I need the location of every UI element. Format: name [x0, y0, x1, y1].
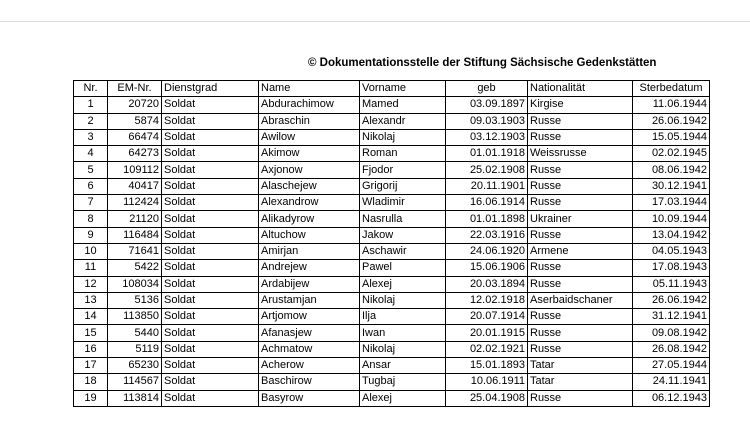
cell-dienstgrad: Soldat	[162, 211, 259, 227]
cell-vorname: Pawel	[360, 260, 446, 276]
cell-nationalitaet: Russe	[528, 341, 633, 357]
cell-nr: 15	[74, 325, 108, 341]
cell-nationalitaet: Kirgise	[528, 97, 633, 113]
cell-em-nr: 40417	[108, 178, 162, 194]
table-row	[74, 162, 710, 178]
cell-dienstgrad: Soldat	[162, 178, 259, 194]
cell-name: Achmatow	[259, 341, 360, 357]
table-row	[74, 227, 710, 243]
cell-vorname: Mamed	[360, 97, 446, 113]
cell-name: Alaschejew	[259, 178, 360, 194]
table-row	[74, 374, 710, 390]
cell-name: Akimow	[259, 146, 360, 162]
cell-name: Amirjan	[259, 243, 360, 259]
cell-vorname: Alexej	[360, 390, 446, 406]
table-row	[74, 325, 710, 341]
cell-nr: 5	[74, 162, 108, 178]
cell-geb: 03.12.1903	[446, 129, 528, 145]
cell-dienstgrad: Soldat	[162, 341, 259, 357]
cell-nationalitaet: Russe	[528, 129, 633, 145]
cell-name: Baschirow	[259, 374, 360, 390]
cell-em-nr: 65230	[108, 358, 162, 374]
cell-name: Acherow	[259, 358, 360, 374]
cell-sterbedatum: 26.06.1942	[633, 113, 710, 129]
cell-sterbedatum: 15.05.1944	[633, 129, 710, 145]
cell-nationalitaet: Aserbaidschaner	[528, 292, 633, 308]
col-header-name: Name	[259, 81, 360, 97]
cell-geb: 15.01.1893	[446, 358, 528, 374]
col-header-em-nr: EM-Nr.	[108, 81, 162, 97]
cell-dienstgrad: Soldat	[162, 243, 259, 259]
cell-geb: 20.07.1914	[446, 309, 528, 325]
table-row	[74, 211, 710, 227]
cell-dienstgrad: Soldat	[162, 292, 259, 308]
copyright-notice: © Dokumentationsstelle der Stiftung Sächsische Gedenkstätten	[308, 57, 657, 69]
cell-vorname: Jakow	[360, 227, 446, 243]
cell-sterbedatum: 31.12.1941	[633, 309, 710, 325]
col-header-sterbedatum: Sterbedatum	[633, 81, 710, 97]
col-header-nr: Nr.	[74, 81, 108, 97]
cell-dienstgrad: Soldat	[162, 309, 259, 325]
cell-name: Basyrow	[259, 390, 360, 406]
cell-nr: 17	[74, 358, 108, 374]
cell-vorname: Nikolaj	[360, 341, 446, 357]
table-row	[74, 146, 710, 162]
col-header-geb: geb	[446, 81, 528, 97]
table-body	[74, 97, 710, 407]
cell-dienstgrad: Soldat	[162, 113, 259, 129]
cell-em-nr: 116484	[108, 227, 162, 243]
cell-geb: 22.03.1916	[446, 227, 528, 243]
cell-dienstgrad: Soldat	[162, 390, 259, 406]
cell-geb: 02.02.1921	[446, 341, 528, 357]
cell-nationalitaet: Russe	[528, 113, 633, 129]
cell-sterbedatum: 26.08.1942	[633, 341, 710, 357]
cell-vorname: Ilja	[360, 309, 446, 325]
cell-nationalitaet: Russe	[528, 227, 633, 243]
cell-geb: 09.03.1903	[446, 113, 528, 129]
cell-geb: 25.02.1908	[446, 162, 528, 178]
cell-em-nr: 64273	[108, 146, 162, 162]
cell-dienstgrad: Soldat	[162, 358, 259, 374]
cell-name: Afanasjew	[259, 325, 360, 341]
cell-nr: 2	[74, 113, 108, 129]
cell-geb: 12.02.1918	[446, 292, 528, 308]
table-row	[74, 358, 710, 374]
cell-nr: 19	[74, 390, 108, 406]
cell-name: Axjonow	[259, 162, 360, 178]
cell-nationalitaet: Weissrusse	[528, 146, 633, 162]
cell-sterbedatum: 06.12.1943	[633, 390, 710, 406]
table-row	[74, 341, 710, 357]
table-row	[74, 195, 710, 211]
cell-em-nr: 5440	[108, 325, 162, 341]
table-row	[74, 276, 710, 292]
table-row	[74, 97, 710, 113]
cell-vorname: Iwan	[360, 325, 446, 341]
cell-sterbedatum: 27.05.1944	[633, 358, 710, 374]
cell-em-nr: 5119	[108, 341, 162, 357]
cell-nationalitaet: Russe	[528, 390, 633, 406]
table-row	[74, 292, 710, 308]
cell-vorname: Roman	[360, 146, 446, 162]
cell-dienstgrad: Soldat	[162, 276, 259, 292]
cell-geb: 10.06.1911	[446, 374, 528, 390]
cell-dienstgrad: Soldat	[162, 97, 259, 113]
cell-vorname: Alexej	[360, 276, 446, 292]
cell-nationalitaet: Russe	[528, 195, 633, 211]
cell-nationalitaet: Tatar	[528, 374, 633, 390]
cell-nr: 8	[74, 211, 108, 227]
cell-sterbedatum: 30.12.1941	[633, 178, 710, 194]
cell-sterbedatum: 17.08.1943	[633, 260, 710, 276]
cell-sterbedatum: 02.02.1945	[633, 146, 710, 162]
death-records-table	[73, 80, 710, 407]
cell-name: Ardabijew	[259, 276, 360, 292]
cell-nationalitaet: Russe	[528, 260, 633, 276]
cell-name: Abdurachimow	[259, 97, 360, 113]
cell-vorname: Grigorij	[360, 178, 446, 194]
cell-nr: 9	[74, 227, 108, 243]
cell-nr: 16	[74, 341, 108, 357]
cell-nationalitaet: Russe	[528, 276, 633, 292]
cell-sterbedatum: 10.09.1944	[633, 211, 710, 227]
cell-vorname: Alexandr	[360, 113, 446, 129]
cell-sterbedatum: 05.11.1943	[633, 276, 710, 292]
cell-name: Awilow	[259, 129, 360, 145]
cell-sterbedatum: 17.03.1944	[633, 195, 710, 211]
cell-nr: 4	[74, 146, 108, 162]
cell-em-nr: 5874	[108, 113, 162, 129]
cell-nr: 10	[74, 243, 108, 259]
table-row	[74, 113, 710, 129]
cell-sterbedatum: 13.04.1942	[633, 227, 710, 243]
cell-nationalitaet: Russe	[528, 178, 633, 194]
cell-name: Artjomow	[259, 309, 360, 325]
cell-geb: 01.01.1918	[446, 146, 528, 162]
table-header-row	[74, 81, 710, 97]
cell-nationalitaet: Tatar	[528, 358, 633, 374]
table-row	[74, 260, 710, 276]
cell-vorname: Tugbaj	[360, 374, 446, 390]
cell-name: Arustamjan	[259, 292, 360, 308]
table-row	[74, 390, 710, 406]
cell-dienstgrad: Soldat	[162, 129, 259, 145]
cell-name: Abraschin	[259, 113, 360, 129]
cell-name: Altuchow	[259, 227, 360, 243]
cell-name: Alikadyrow	[259, 211, 360, 227]
cell-dienstgrad: Soldat	[162, 260, 259, 276]
cell-em-nr: 109112	[108, 162, 162, 178]
table-row	[74, 129, 710, 145]
cell-sterbedatum: 26.06.1942	[633, 292, 710, 308]
cell-dienstgrad: Soldat	[162, 227, 259, 243]
cell-nr: 14	[74, 309, 108, 325]
cell-dienstgrad: Soldat	[162, 146, 259, 162]
cell-dienstgrad: Soldat	[162, 325, 259, 341]
cell-em-nr: 112424	[108, 195, 162, 211]
cell-geb: 03.09.1897	[446, 97, 528, 113]
cell-vorname: Nikolaj	[360, 292, 446, 308]
cell-nr: 3	[74, 129, 108, 145]
cell-geb: 20.11.1901	[446, 178, 528, 194]
cell-nr: 1	[74, 97, 108, 113]
table-row	[74, 178, 710, 194]
cell-dienstgrad: Soldat	[162, 374, 259, 390]
cell-dienstgrad: Soldat	[162, 195, 259, 211]
cell-vorname: Nasrulla	[360, 211, 446, 227]
cell-geb: 15.06.1906	[446, 260, 528, 276]
cell-em-nr: 113814	[108, 390, 162, 406]
cell-nr: 13	[74, 292, 108, 308]
cell-sterbedatum: 24.11.1941	[633, 374, 710, 390]
cell-vorname: Wladimir	[360, 195, 446, 211]
cell-nr: 7	[74, 195, 108, 211]
col-header-dienstgrad: Dienstgrad	[162, 81, 259, 97]
cell-em-nr: 20720	[108, 97, 162, 113]
cell-geb: 20.01.1915	[446, 325, 528, 341]
cell-em-nr: 71641	[108, 243, 162, 259]
page-top-edge	[0, 0, 750, 22]
cell-geb: 16.06.1914	[446, 195, 528, 211]
cell-nr: 12	[74, 276, 108, 292]
cell-geb: 20.03.1894	[446, 276, 528, 292]
cell-sterbedatum: 08.06.1942	[633, 162, 710, 178]
cell-nationalitaet: Ukrainer	[528, 211, 633, 227]
col-header-nationalitaet: Nationalität	[528, 81, 633, 97]
cell-vorname: Ansar	[360, 358, 446, 374]
cell-em-nr: 5136	[108, 292, 162, 308]
cell-vorname: Aschawir	[360, 243, 446, 259]
cell-nationalitaet: Russe	[528, 325, 633, 341]
table-row	[74, 309, 710, 325]
cell-sterbedatum: 04.05.1943	[633, 243, 710, 259]
table-row	[74, 243, 710, 259]
cell-nr: 18	[74, 374, 108, 390]
cell-nationalitaet: Russe	[528, 309, 633, 325]
cell-name: Andrejew	[259, 260, 360, 276]
col-header-vorname: Vorname	[360, 81, 446, 97]
cell-em-nr: 5422	[108, 260, 162, 276]
cell-geb: 24.06.1920	[446, 243, 528, 259]
cell-em-nr: 113850	[108, 309, 162, 325]
cell-nr: 6	[74, 178, 108, 194]
cell-nationalitaet: Russe	[528, 162, 633, 178]
cell-sterbedatum: 09.08.1942	[633, 325, 710, 341]
cell-em-nr: 21120	[108, 211, 162, 227]
cell-dienstgrad: Soldat	[162, 162, 259, 178]
cell-name: Alexandrow	[259, 195, 360, 211]
cell-geb: 25.04.1908	[446, 390, 528, 406]
cell-em-nr: 66474	[108, 129, 162, 145]
cell-geb: 01.01.1898	[446, 211, 528, 227]
cell-sterbedatum: 11.06.1944	[633, 97, 710, 113]
cell-em-nr: 114567	[108, 374, 162, 390]
cell-em-nr: 108034	[108, 276, 162, 292]
cell-nr: 11	[74, 260, 108, 276]
cell-nationalitaet: Armene	[528, 243, 633, 259]
cell-vorname: Nikolaj	[360, 129, 446, 145]
cell-vorname: Fjodor	[360, 162, 446, 178]
